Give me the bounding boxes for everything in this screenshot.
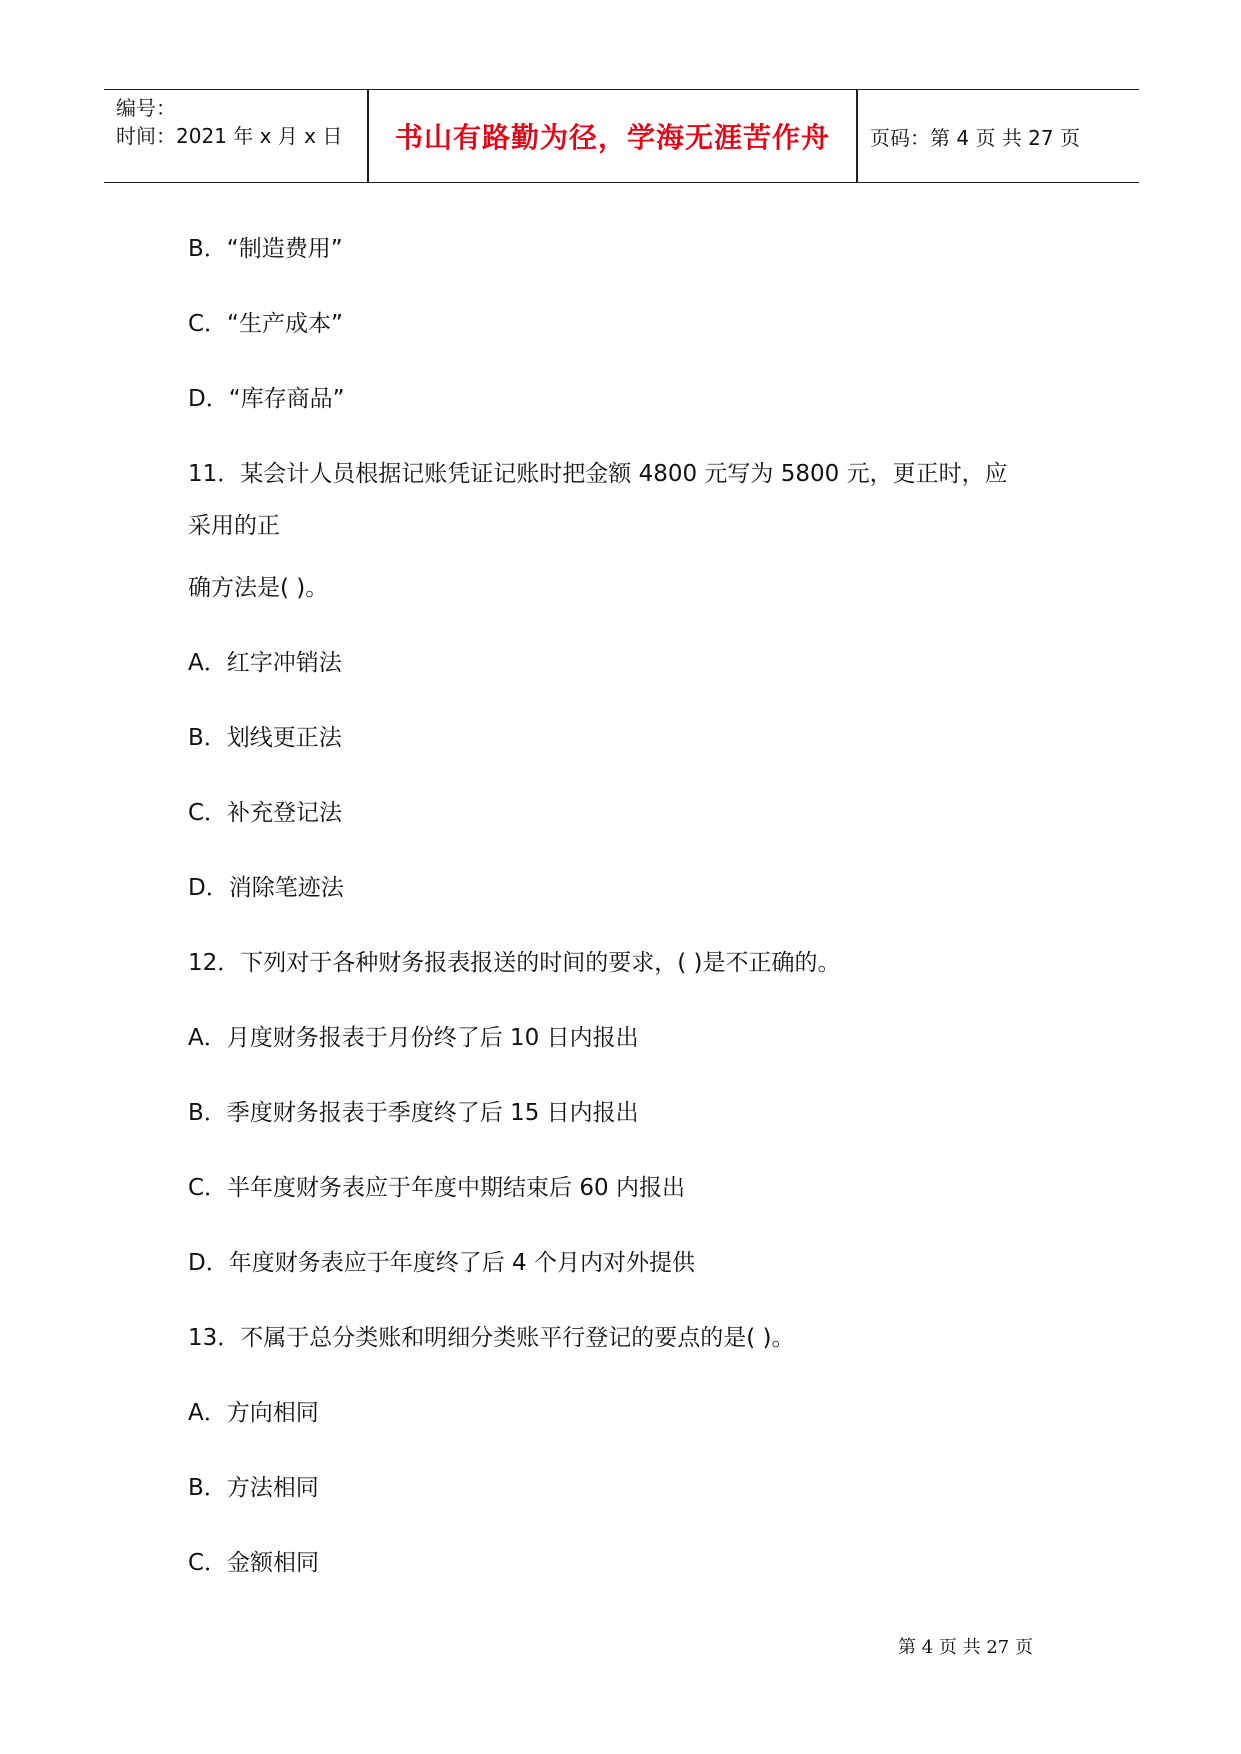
header-number-label: 编号： <box>116 96 176 120</box>
option-line: B．“制造费用” <box>188 236 343 262</box>
header-time-label: 时间：2021 年 x 月 x 日 <box>116 124 343 148</box>
option-line: C．半年度财务表应于年度中期结束后 60 内报出 <box>188 1175 685 1201</box>
header-meta <box>116 94 366 150</box>
header-page-label: 页码：第 4 页 共 27 页 <box>870 125 1080 150</box>
page-footer: 第 4 页 共 27 页 <box>898 1637 1033 1658</box>
option-line: C．补充登记法 <box>188 800 343 826</box>
option-line: B．季度财务报表于季度终了后 15 日内报出 <box>188 1100 639 1126</box>
option-line: C．“生产成本” <box>188 311 343 337</box>
header-motto: 书山有路勤为径，学海无涯苦作舟 <box>394 121 830 154</box>
question-line: 确方法是( )。 <box>188 575 329 601</box>
option-line: A．月度财务报表于月份终了后 10 日内报出 <box>188 1025 639 1051</box>
option-line: A．方向相同 <box>188 1400 319 1426</box>
question-line: 采用的正 <box>188 513 280 539</box>
page-header <box>104 89 1139 183</box>
option-line: D．“库存商品” <box>188 386 345 412</box>
header-divider <box>856 90 858 182</box>
option-line: B．方法相同 <box>188 1475 319 1501</box>
option-line: D．消除笔迹法 <box>188 875 344 901</box>
question-line: 13．不属于总分类账和明细分类账平行登记的要点的是( )。 <box>188 1325 795 1351</box>
question-line: 11．某会计人员根据记账凭证记账时把金额 4800 元写为 5800 元，更正时，应 <box>188 461 1008 487</box>
question-line: 12．下列对于各种财务报表报送的时间的要求，( )是不正确的。 <box>188 950 841 976</box>
option-line: C．金额相同 <box>188 1550 320 1576</box>
option-line: A．红字冲销法 <box>188 650 342 676</box>
option-line: B．划线更正法 <box>188 725 342 751</box>
option-line: D．年度财务表应于年度终了后 4 个月内对外提供 <box>188 1250 695 1276</box>
